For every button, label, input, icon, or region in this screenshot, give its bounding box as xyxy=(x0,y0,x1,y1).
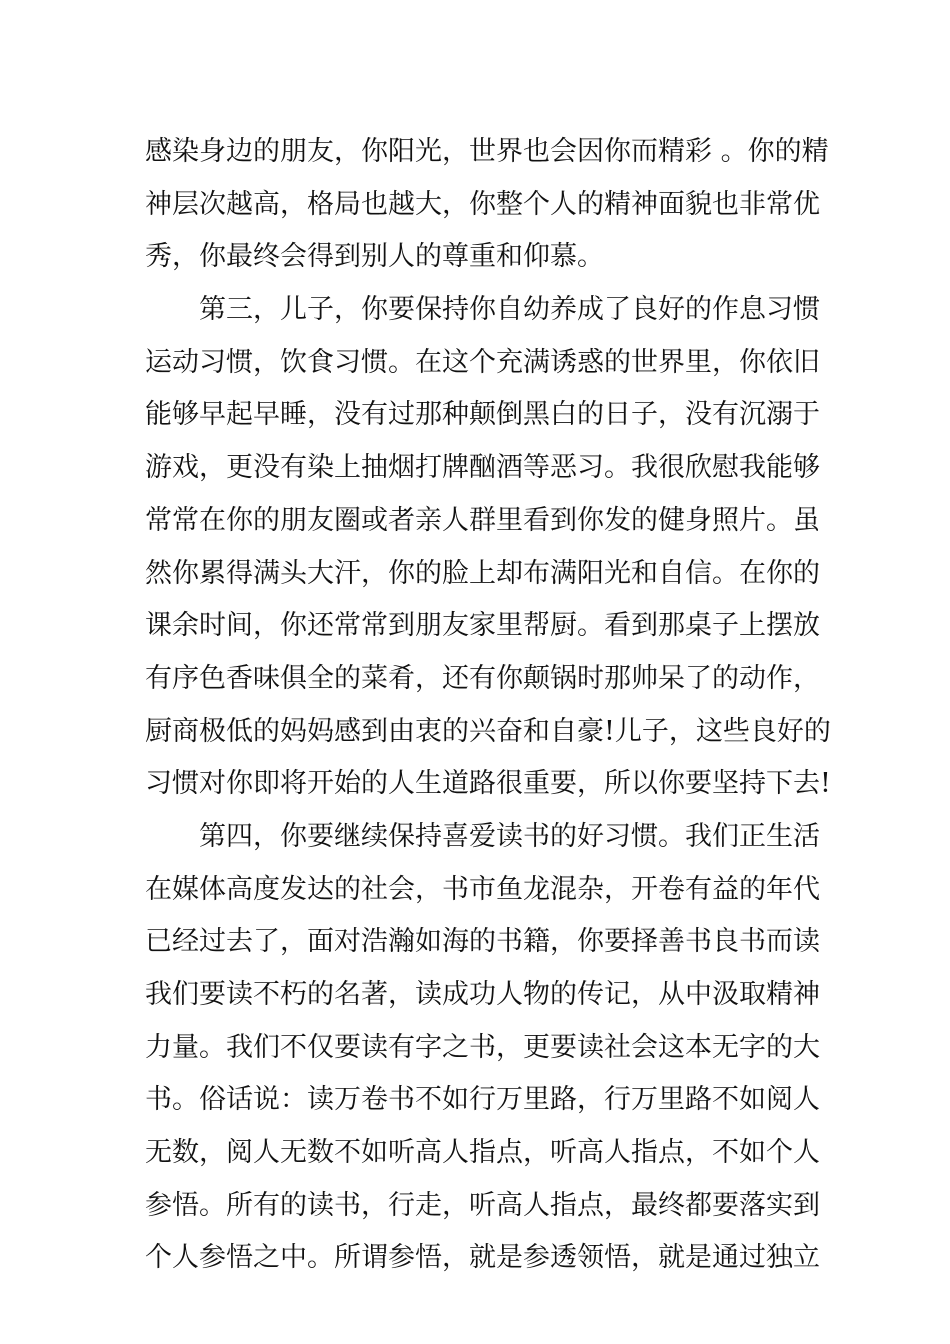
text-line: 神层次越高，格局也越大，你整个人的精神面貌也非常优 xyxy=(145,188,820,220)
text-line: 我们要读不朽的名著，读成功人物的传记，从中汲取精神 xyxy=(145,979,820,1010)
text-line: 感染身边的朋友，你阳光，世界也会因你而精彩 。你的精 xyxy=(145,136,829,167)
text-line: 有序色香味俱全的菜肴，还有你颠锅时那帅呆了的动作， xyxy=(145,662,820,694)
text-line: 力量。我们不仅要读有字之书，更要读社会这本无字的大 xyxy=(145,1031,820,1063)
text-line: 参悟。所有的读书，行走，听高人指点，最终都要落实到 xyxy=(145,1189,820,1221)
text-line: 习惯对你即将开始的人生道路很重要，所以你要坚持下去! xyxy=(145,768,831,800)
text-line: 无数，阅人无数不如听高人指点，听高人指点，不如个人 xyxy=(145,1137,820,1169)
text-line: 厨商极低的妈妈感到由衷的兴奋和自豪!儿子，这些良好的 xyxy=(145,715,831,747)
text-line: 课余时间，你还常常到朋友家里帮厨。看到那桌子上摆放 xyxy=(145,610,820,642)
body-text xyxy=(145,126,831,1285)
paragraph-start-line: 第四，你要继续保持喜爱读书的好习惯。我们正生活 xyxy=(199,820,820,852)
text-line: 个人参悟之中。所谓参悟，就是参透领悟，就是通过独立 xyxy=(145,1242,820,1274)
paragraph-start-line: 第三，儿子，你要保持你自幼养成了良好的作息习惯 xyxy=(199,294,820,326)
text-line: 游戏，更没有染上抽烟打牌酗酒等恶习。我很欣慰我能够 xyxy=(145,452,820,484)
text-line: 运动习惯，饮食习惯。在这个充满诱惑的世界里，你依旧 xyxy=(145,346,820,378)
text-line: 能够早起早睡，没有过那种颠倒黑白的日子，没有沉溺于 xyxy=(145,399,820,431)
text-line: 秀，你最终会得到别人的尊重和仰慕。 xyxy=(145,241,604,273)
text-line: 书。俗话说：读万卷书不如行万里路，行万里路不如阅人 xyxy=(145,1084,820,1116)
text-line: 然你累得满头大汗，你的脸上却布满阳光和自信。在你的 xyxy=(145,557,820,589)
text-line: 在媒体高度发达的社会，书市鱼龙混杂，开卷有益的年代 xyxy=(145,873,820,905)
text-line: 常常在你的朋友圈或者亲人群里看到你发的健身照片。虽 xyxy=(145,504,820,536)
text-line: 已经过去了，面对浩瀚如海的书籍，你要择善书良书而读 xyxy=(145,926,820,958)
